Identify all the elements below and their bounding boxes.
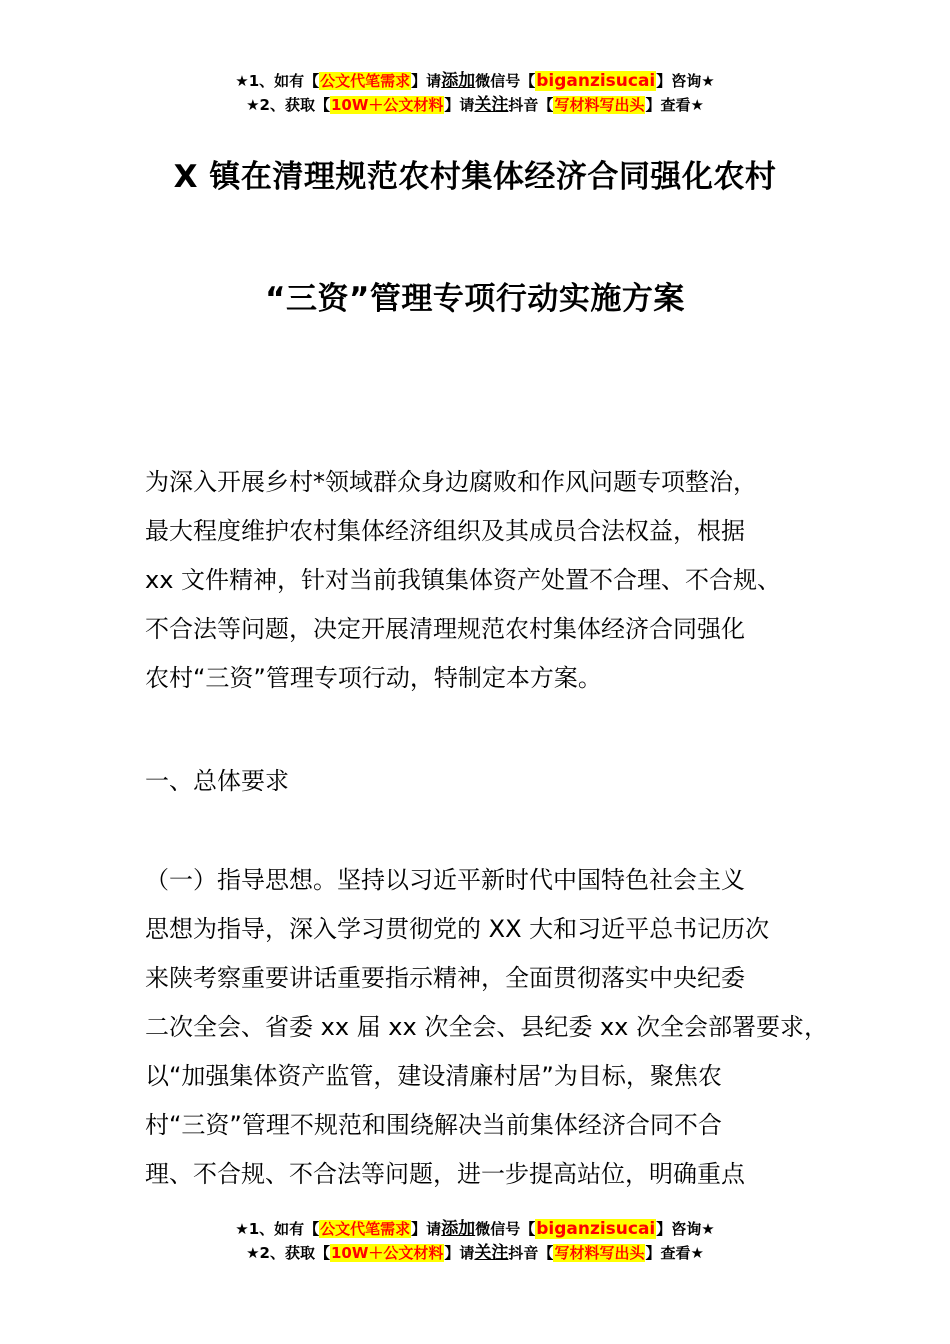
banner-text: 抖音【 [508, 96, 554, 114]
footer-banner [0, 1217, 950, 1265]
banner-text: ★1、如有【 [235, 72, 320, 90]
banner-highlight: 10W＋公文材料 [330, 1244, 444, 1262]
section-paragraph [145, 856, 835, 1199]
banner-text: 抖音【 [508, 1244, 554, 1262]
document-title-line-2: “三资”管理专项行动实施方案 [265, 281, 685, 317]
banner-text: 】咨询★ [656, 72, 715, 90]
banner-text: 】请 [444, 96, 475, 114]
document-title-line-1: X 镇在清理规范农村集体经济合同强化农村 [173, 159, 777, 195]
banner-underline: 关注 [474, 95, 509, 115]
banner-text: 】请 [411, 1220, 442, 1238]
banner-text: ★1、如有【 [235, 1220, 320, 1238]
banner-text: 】咨询★ [656, 1220, 715, 1238]
header-banner [0, 69, 950, 117]
banner-text: 微信号【 [475, 1220, 536, 1238]
section-heading: 一、总体要求 [145, 767, 289, 795]
banner-text: 】请 [411, 72, 442, 90]
text-line: 村“三资”管理不规范和围绕解决当前集体经济合同不合 [145, 1111, 722, 1139]
text-line: 来陕考察重要讲话重要指示精神，全面贯彻落实中央纪委 [145, 964, 745, 992]
text-line: 农村“三资”管理专项行动，特制定本方案。 [145, 664, 602, 692]
banner-text: ★2、获取【 [246, 1244, 330, 1262]
banner-highlight: 写材料写出头 [554, 1244, 645, 1262]
text-line: 思想为指导，深入学习贯彻党的 XX 大和习近平总书记历次 [145, 915, 770, 943]
banner-highlight: 10W＋公文材料 [330, 96, 444, 114]
banner-underline: 关注 [474, 1243, 509, 1263]
text-line: xx 文件精神，针对当前我镇集体资产处置不合理、不合规、 [145, 566, 782, 594]
banner-underline: 添加 [441, 71, 476, 91]
banner-wechat-id: biganzisucai [536, 71, 656, 91]
text-line: （一）指导思想。坚持以习近平新时代中国特色社会主义 [145, 866, 745, 894]
text-line: 以“加强集体资产监管，建设清廉村居”为目标，聚焦农 [145, 1062, 722, 1090]
banner-line-1 [0, 69, 950, 93]
banner-highlight: 写材料写出头 [554, 96, 645, 114]
banner-text: 微信号【 [475, 72, 536, 90]
text-line: 最大程度维护农村集体经济组织及其成员合法权益，根据 [145, 517, 745, 545]
text-line: 理、不合规、不合法等问题，进一步提高站位，明确重点 [145, 1160, 745, 1188]
banner-highlight: 公文代笔需求 [320, 72, 411, 90]
banner-underline: 添加 [441, 1219, 476, 1239]
banner-text: ★2、获取【 [246, 96, 330, 114]
banner-text: 】请 [444, 1244, 475, 1262]
intro-paragraph [145, 458, 835, 703]
banner-line-2 [0, 93, 950, 117]
text-line: 为深入开展乡村*领域群众身边腐败和作风问题专项整治， [145, 468, 757, 496]
banner-text: 】查看★ [645, 96, 704, 114]
banner-line-2 [0, 1241, 950, 1265]
banner-highlight: 公文代笔需求 [320, 1220, 411, 1238]
banner-wechat-id: biganzisucai [536, 1219, 656, 1239]
banner-line-1 [0, 1217, 950, 1241]
text-line: 不合法等问题，决定开展清理规范农村集体经济合同强化 [145, 615, 745, 643]
text-line: 二次全会、省委 xx 届 xx 次全会、县纪委 xx 次全会部署要求， [145, 1013, 828, 1041]
banner-text: 】查看★ [645, 1244, 704, 1262]
